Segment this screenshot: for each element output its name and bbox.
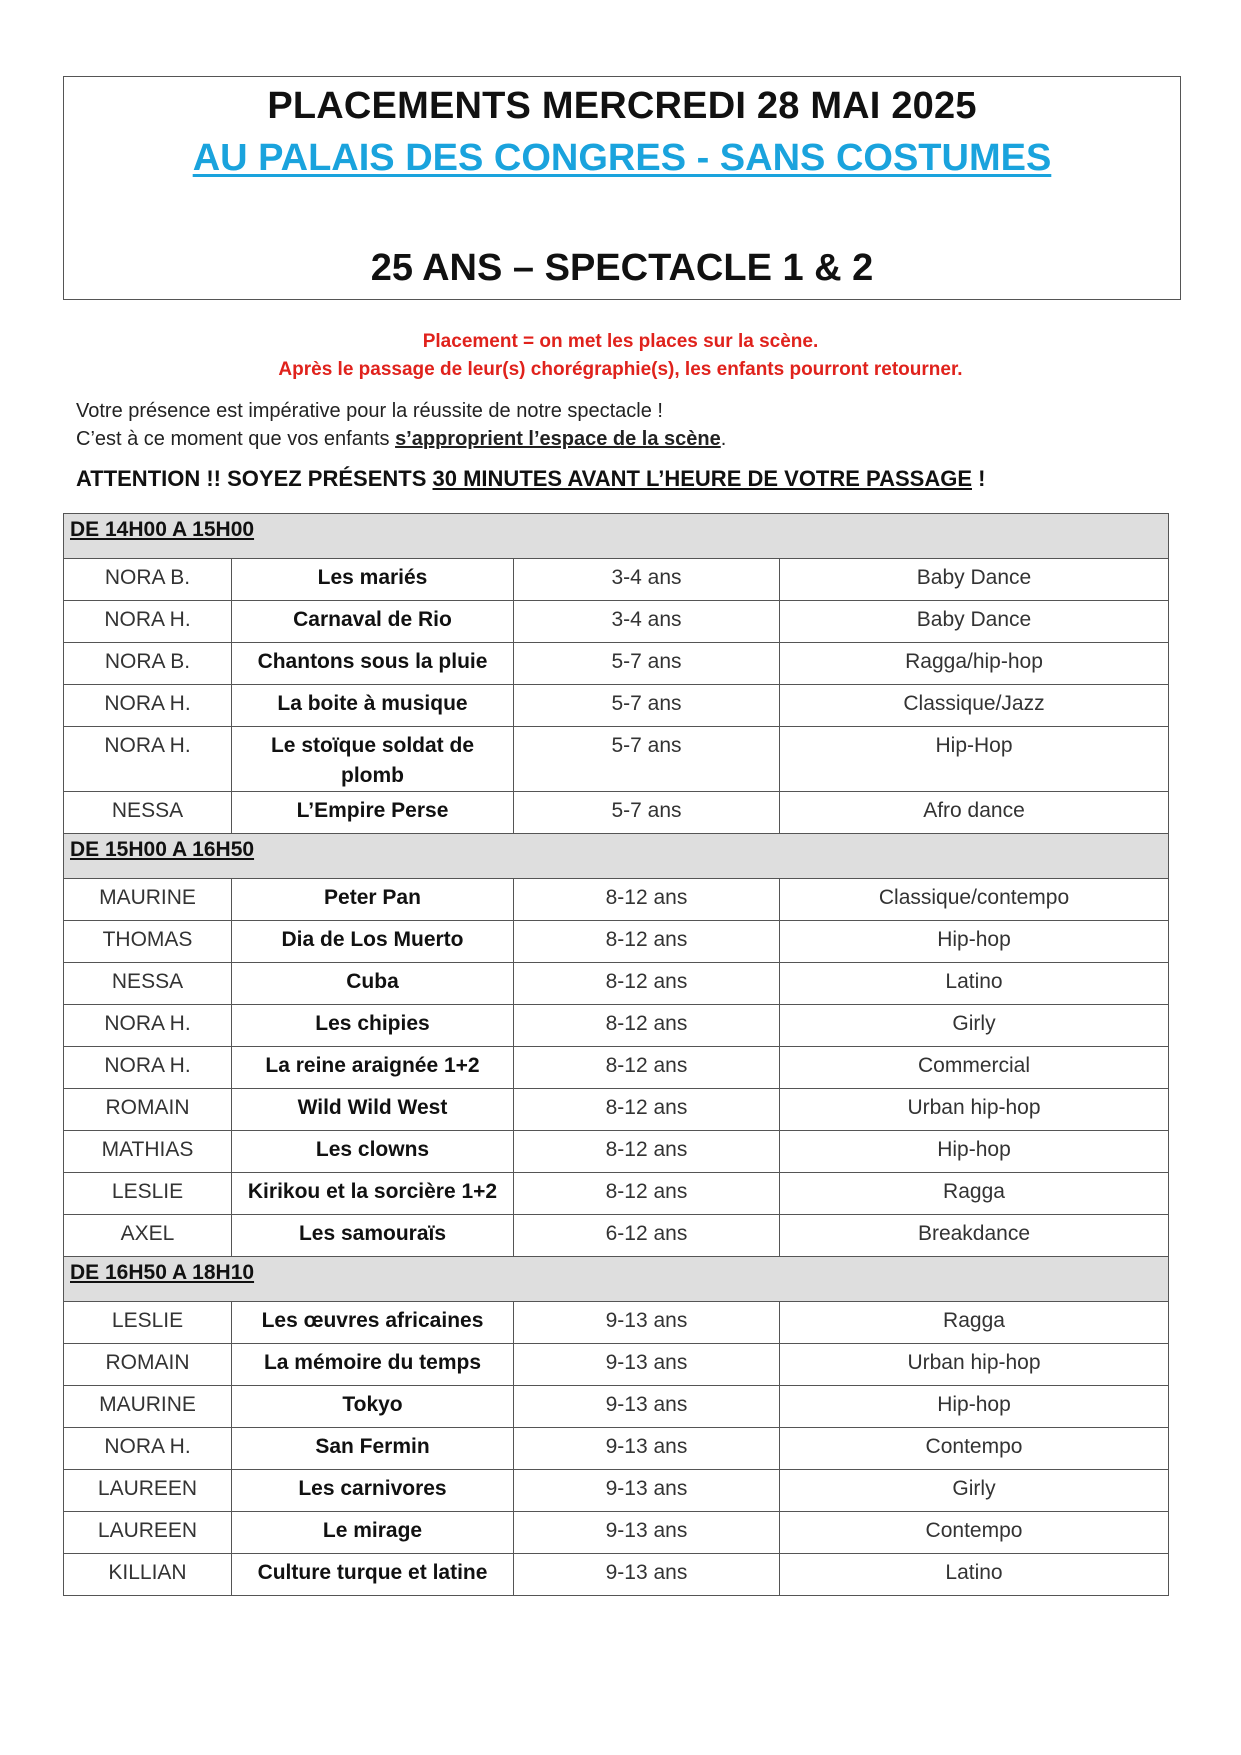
style-cell: Hip-hop	[780, 921, 1169, 963]
intro-line-2	[76, 428, 726, 451]
style-cell: Girly	[780, 1470, 1169, 1512]
age-cell: 9-13 ans	[514, 1512, 780, 1554]
age-cell: 8-12 ans	[514, 1047, 780, 1089]
age-cell: 5-7 ans	[514, 727, 780, 792]
table-row	[64, 727, 1169, 792]
table-row	[64, 1386, 1169, 1428]
table-row	[64, 1344, 1169, 1386]
table-row	[64, 921, 1169, 963]
title-cell: Peter Pan	[232, 879, 514, 921]
intro-line-1: Votre présence est impérative pour la réussite de notre spectacle !	[76, 400, 663, 422]
table-row	[64, 601, 1169, 643]
age-cell: 5-7 ans	[514, 643, 780, 685]
style-cell: Ragga	[780, 1173, 1169, 1215]
title-cell: Tokyo	[232, 1386, 514, 1428]
table-row	[64, 1089, 1169, 1131]
teacher-cell: LAUREEN	[64, 1470, 232, 1512]
placement-note: Placement = on met les places sur la scène.	[422, 331, 819, 352]
teacher-cell: NORA H.	[64, 1005, 232, 1047]
table-row	[64, 792, 1169, 834]
teacher-cell: LESLIE	[64, 1173, 232, 1215]
intro-line-2-prefix: C’est à ce moment que vos enfants	[76, 428, 396, 450]
title-cell: Dia de Los Muerto	[232, 921, 514, 963]
header-box	[63, 76, 1181, 300]
age-cell: 8-12 ans	[514, 1131, 780, 1173]
title-cell: Carnaval de Rio	[232, 601, 514, 643]
show-title: 25 ANS – SPECTACLE 1 & 2	[370, 247, 874, 289]
teacher-cell: NORA H.	[64, 601, 232, 643]
teacher-cell: ROMAIN	[64, 1089, 232, 1131]
time-slot-cell	[64, 514, 1169, 559]
teacher-cell: NORA B.	[64, 559, 232, 601]
age-cell: 8-12 ans	[514, 921, 780, 963]
teacher-cell: KILLIAN	[64, 1554, 232, 1596]
age-cell: 9-13 ans	[514, 1554, 780, 1596]
age-cell: 8-12 ans	[514, 963, 780, 1005]
return-note: Après le passage de leur(s) chorégraphie(s), les enfants pourront retourner.	[278, 359, 963, 380]
table-row	[64, 559, 1169, 601]
attention-emphasis: 30 MINUTES AVANT L’HEURE DE VOTRE PASSAGE	[432, 466, 972, 491]
style-cell: Commercial	[780, 1047, 1169, 1089]
teacher-cell: THOMAS	[64, 921, 232, 963]
style-cell: Ragga/hip-hop	[780, 643, 1169, 685]
title-cell: Le stoïque soldat de plomb	[232, 727, 514, 792]
style-cell: Urban hip-hop	[780, 1344, 1169, 1386]
time-slot-header	[64, 1257, 1169, 1302]
title-cell: Les samouraïs	[232, 1215, 514, 1257]
style-cell: Baby Dance	[780, 559, 1169, 601]
table-row	[64, 1173, 1169, 1215]
age-cell: 9-13 ans	[514, 1428, 780, 1470]
title-cell: La reine araignée 1+2	[232, 1047, 514, 1089]
table-row	[64, 643, 1169, 685]
attention-prefix: ATTENTION !! SOYEZ PRÉSENTS	[76, 466, 433, 491]
style-cell: Baby Dance	[780, 601, 1169, 643]
title-cell: La mémoire du temps	[232, 1344, 514, 1386]
subtitle-text: AU PALAIS DES CONGRES - SANS COSTUMES	[192, 137, 1052, 179]
age-cell: 9-13 ans	[514, 1470, 780, 1512]
table-row	[64, 963, 1169, 1005]
page-title: PLACEMENTS MERCREDI 28 MAI 2025	[267, 85, 977, 127]
title-cell: Culture turque et latine	[232, 1554, 514, 1596]
style-cell: Hip-hop	[780, 1386, 1169, 1428]
time-slot-label: DE 15H00 A 16H50	[70, 838, 255, 861]
age-cell: 8-12 ans	[514, 1089, 780, 1131]
age-cell: 3-4 ans	[514, 559, 780, 601]
style-cell: Latino	[780, 1554, 1169, 1596]
time-slot-cell	[64, 834, 1169, 879]
time-slot-cell	[64, 1257, 1169, 1302]
age-cell: 9-13 ans	[514, 1386, 780, 1428]
age-cell: 9-13 ans	[514, 1302, 780, 1344]
style-cell: Urban hip-hop	[780, 1089, 1169, 1131]
title-cell: Les carnivores	[232, 1470, 514, 1512]
style-cell: Classique/contempo	[780, 879, 1169, 921]
table-row	[64, 1428, 1169, 1470]
table-row	[64, 1470, 1169, 1512]
style-cell: Contempo	[780, 1512, 1169, 1554]
title-cell: Wild Wild West	[232, 1089, 514, 1131]
title-cell: Les clowns	[232, 1131, 514, 1173]
teacher-cell: NORA H.	[64, 1047, 232, 1089]
table-row	[64, 1047, 1169, 1089]
style-cell: Hip-hop	[780, 1131, 1169, 1173]
title-cell: Les chipies	[232, 1005, 514, 1047]
teacher-cell: NORA H.	[64, 685, 232, 727]
age-cell: 8-12 ans	[514, 1173, 780, 1215]
title-cell: Kirikou et la sorcière 1+2	[232, 1173, 514, 1215]
title-cell: Chantons sous la pluie	[232, 643, 514, 685]
table-row	[64, 879, 1169, 921]
teacher-cell: ROMAIN	[64, 1344, 232, 1386]
schedule-table-body	[64, 514, 1169, 1596]
attention-warning	[76, 466, 985, 492]
teacher-cell: LESLIE	[64, 1302, 232, 1344]
intro-line-2-suffix: .	[720, 428, 727, 450]
style-cell: Girly	[780, 1005, 1169, 1047]
table-row	[64, 685, 1169, 727]
teacher-cell: NESSA	[64, 792, 232, 834]
table-row	[64, 1005, 1169, 1047]
age-cell: 5-7 ans	[514, 685, 780, 727]
title-cell: San Fermin	[232, 1428, 514, 1470]
title-cell: Les mariés	[232, 559, 514, 601]
teacher-cell: AXEL	[64, 1215, 232, 1257]
teacher-cell: MATHIAS	[64, 1131, 232, 1173]
style-cell: Classique/Jazz	[780, 685, 1169, 727]
age-cell: 8-12 ans	[514, 879, 780, 921]
title-cell: Les œuvres africaines	[232, 1302, 514, 1344]
age-cell: 3-4 ans	[514, 601, 780, 643]
time-slot-label: DE 16H50 A 18H10	[70, 1261, 255, 1284]
time-slot-header	[64, 514, 1169, 559]
age-cell: 8-12 ans	[514, 1005, 780, 1047]
teacher-cell: NORA H.	[64, 1428, 232, 1470]
style-cell: Ragga	[780, 1302, 1169, 1344]
title-cell: Cuba	[232, 963, 514, 1005]
style-cell: Breakdance	[780, 1215, 1169, 1257]
table-row	[64, 1512, 1169, 1554]
title-cell: L’Empire Perse	[232, 792, 514, 834]
time-slot-label: DE 14H00 A 15H00	[70, 518, 255, 541]
attention-suffix: !	[972, 466, 986, 491]
teacher-cell: LAUREEN	[64, 1512, 232, 1554]
teacher-cell: NORA H.	[64, 727, 232, 792]
age-cell: 6-12 ans	[514, 1215, 780, 1257]
style-cell: Afro dance	[780, 792, 1169, 834]
title-cell: La boite à musique	[232, 685, 514, 727]
table-row	[64, 1215, 1169, 1257]
intro-line-2-emphasis: s’approprient l’espace de la scène	[395, 428, 721, 450]
teacher-cell: MAURINE	[64, 879, 232, 921]
table-row	[64, 1302, 1169, 1344]
teacher-cell: NESSA	[64, 963, 232, 1005]
style-cell: Latino	[780, 963, 1169, 1005]
style-cell: Contempo	[780, 1428, 1169, 1470]
page-subtitle	[64, 137, 1180, 180]
age-cell: 5-7 ans	[514, 792, 780, 834]
table-row	[64, 1131, 1169, 1173]
time-slot-header	[64, 834, 1169, 879]
age-cell: 9-13 ans	[514, 1344, 780, 1386]
table-row	[64, 1554, 1169, 1596]
title-cell: Le mirage	[232, 1512, 514, 1554]
style-cell: Hip-Hop	[780, 727, 1169, 792]
schedule-table	[63, 513, 1169, 1596]
teacher-cell: MAURINE	[64, 1386, 232, 1428]
teacher-cell: NORA B.	[64, 643, 232, 685]
